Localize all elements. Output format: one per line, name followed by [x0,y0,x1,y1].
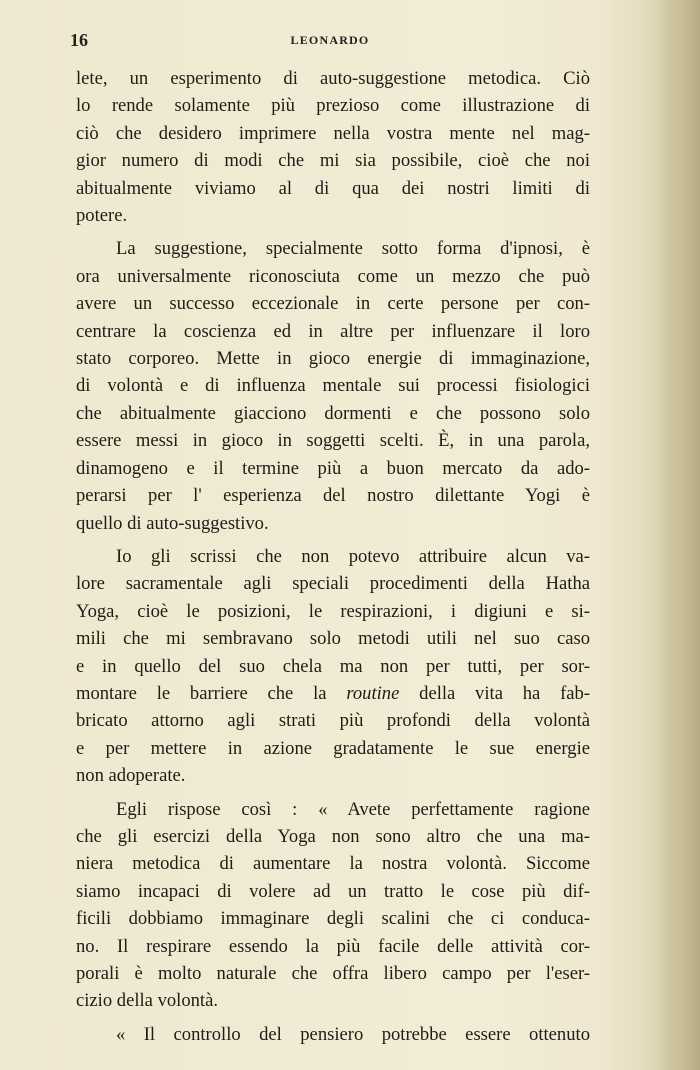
text-line: perarsi per l' esperienza del nostro dilettante Yogi è [76,485,590,507]
text-line: potere. [76,205,128,227]
text-line: ficili dobbiamo immaginare degli scalini che ci conduca- [76,908,590,930]
paragraph [76,796,590,1015]
text-fragment: montare le barriere che la [76,682,327,704]
text-line: lete, un esperimento di auto-suggestione metodica. Ciò [76,68,590,89]
page-edge-shadow [656,0,700,1070]
text-line: gior numero di modi che mi sia possibile, cioè che noi [76,150,590,172]
page-number: 16 [70,30,88,50]
paragraph [76,65,590,229]
text-line: abitualmente viviamo al di qua dei nostri limiti di [76,177,590,199]
text-line: « Il controllo del pensiero potrebbe essere ottenuto [116,1023,590,1045]
text-line: cizio della volontà. [76,990,218,1012]
text-line: Yoga, cioè le posizioni, le respirazioni, i digiuni e si- [76,600,590,622]
text-line: e in quello del suo chela ma non per tutti, per sor- [76,655,590,677]
text-line: no. Il respirare essendo la più facile delle attività cor- [76,935,590,957]
text-line: lore sacramentale agli speciali procedimenti della Hatha [76,573,590,595]
text-line: lo rende solamente più prezioso come illustrazione di [76,95,590,117]
text-line: niera metodica di aumentare la nostra volontà. Siccome [76,853,590,875]
running-head: LEONARDO [290,33,370,47]
text-line: Io gli scrissi che non potevo attribuire alcun va- [116,545,590,567]
paragraph [76,543,590,790]
text-line: di volontà e di influenza mentale sui processi fisiologici [76,375,590,397]
text-line: avere un successo eccezionale in certe persone per con- [76,293,590,315]
page-header [70,30,590,52]
text-line: siamo incapaci di volere ad un tratto le cose più dif- [76,880,590,902]
text-line: La suggestione, specialmente sotto forma d'ipnosi, è [116,238,590,260]
text-line: porali è molto naturale che offra libero campo per l'eser- [76,963,590,984]
paragraph [76,235,590,536]
text-line: che abitualmente giacciono dormenti e che possono solo [76,402,590,424]
paragraph [76,1021,590,1048]
text-line: ora universalmente riconosciuta come un mezzo che può [76,265,590,287]
text-line: e per mettere in azione gradatamente le sue energie [76,737,590,759]
text-line: stato corporeo. Mette in gioco energie di immaginazione, [76,348,590,370]
text-line: non adoperate. [76,765,186,787]
text-line: essere messi in gioco in soggetti scelti. È, in una parola, [76,430,590,452]
text-fragment: della vita ha fab- [419,682,591,704]
text-line: bricato attorno agli strati più profondi della volontà [76,710,590,732]
text-line: quello di auto-suggestivo. [76,512,269,534]
text-line: che gli esercizi della Yoga non sono altro che una ma- [76,825,590,847]
text-line: mili che mi sembravano solo metodi utili nel suo caso [76,628,590,650]
text-line: ciò che desidero imprimere nella vostra mente nel mag- [76,122,590,144]
text-line: Egli rispose così : « Avete perfettamente ragione [116,798,590,820]
italic-word: routine [346,682,400,704]
text-line: dinamogeno e il termine più a buon mercato da ado- [76,457,590,479]
body-text [76,65,590,1054]
text-line: centrare la coscienza ed in altre per influenzare il loro [76,320,590,342]
text-line-with-italic [76,680,590,707]
